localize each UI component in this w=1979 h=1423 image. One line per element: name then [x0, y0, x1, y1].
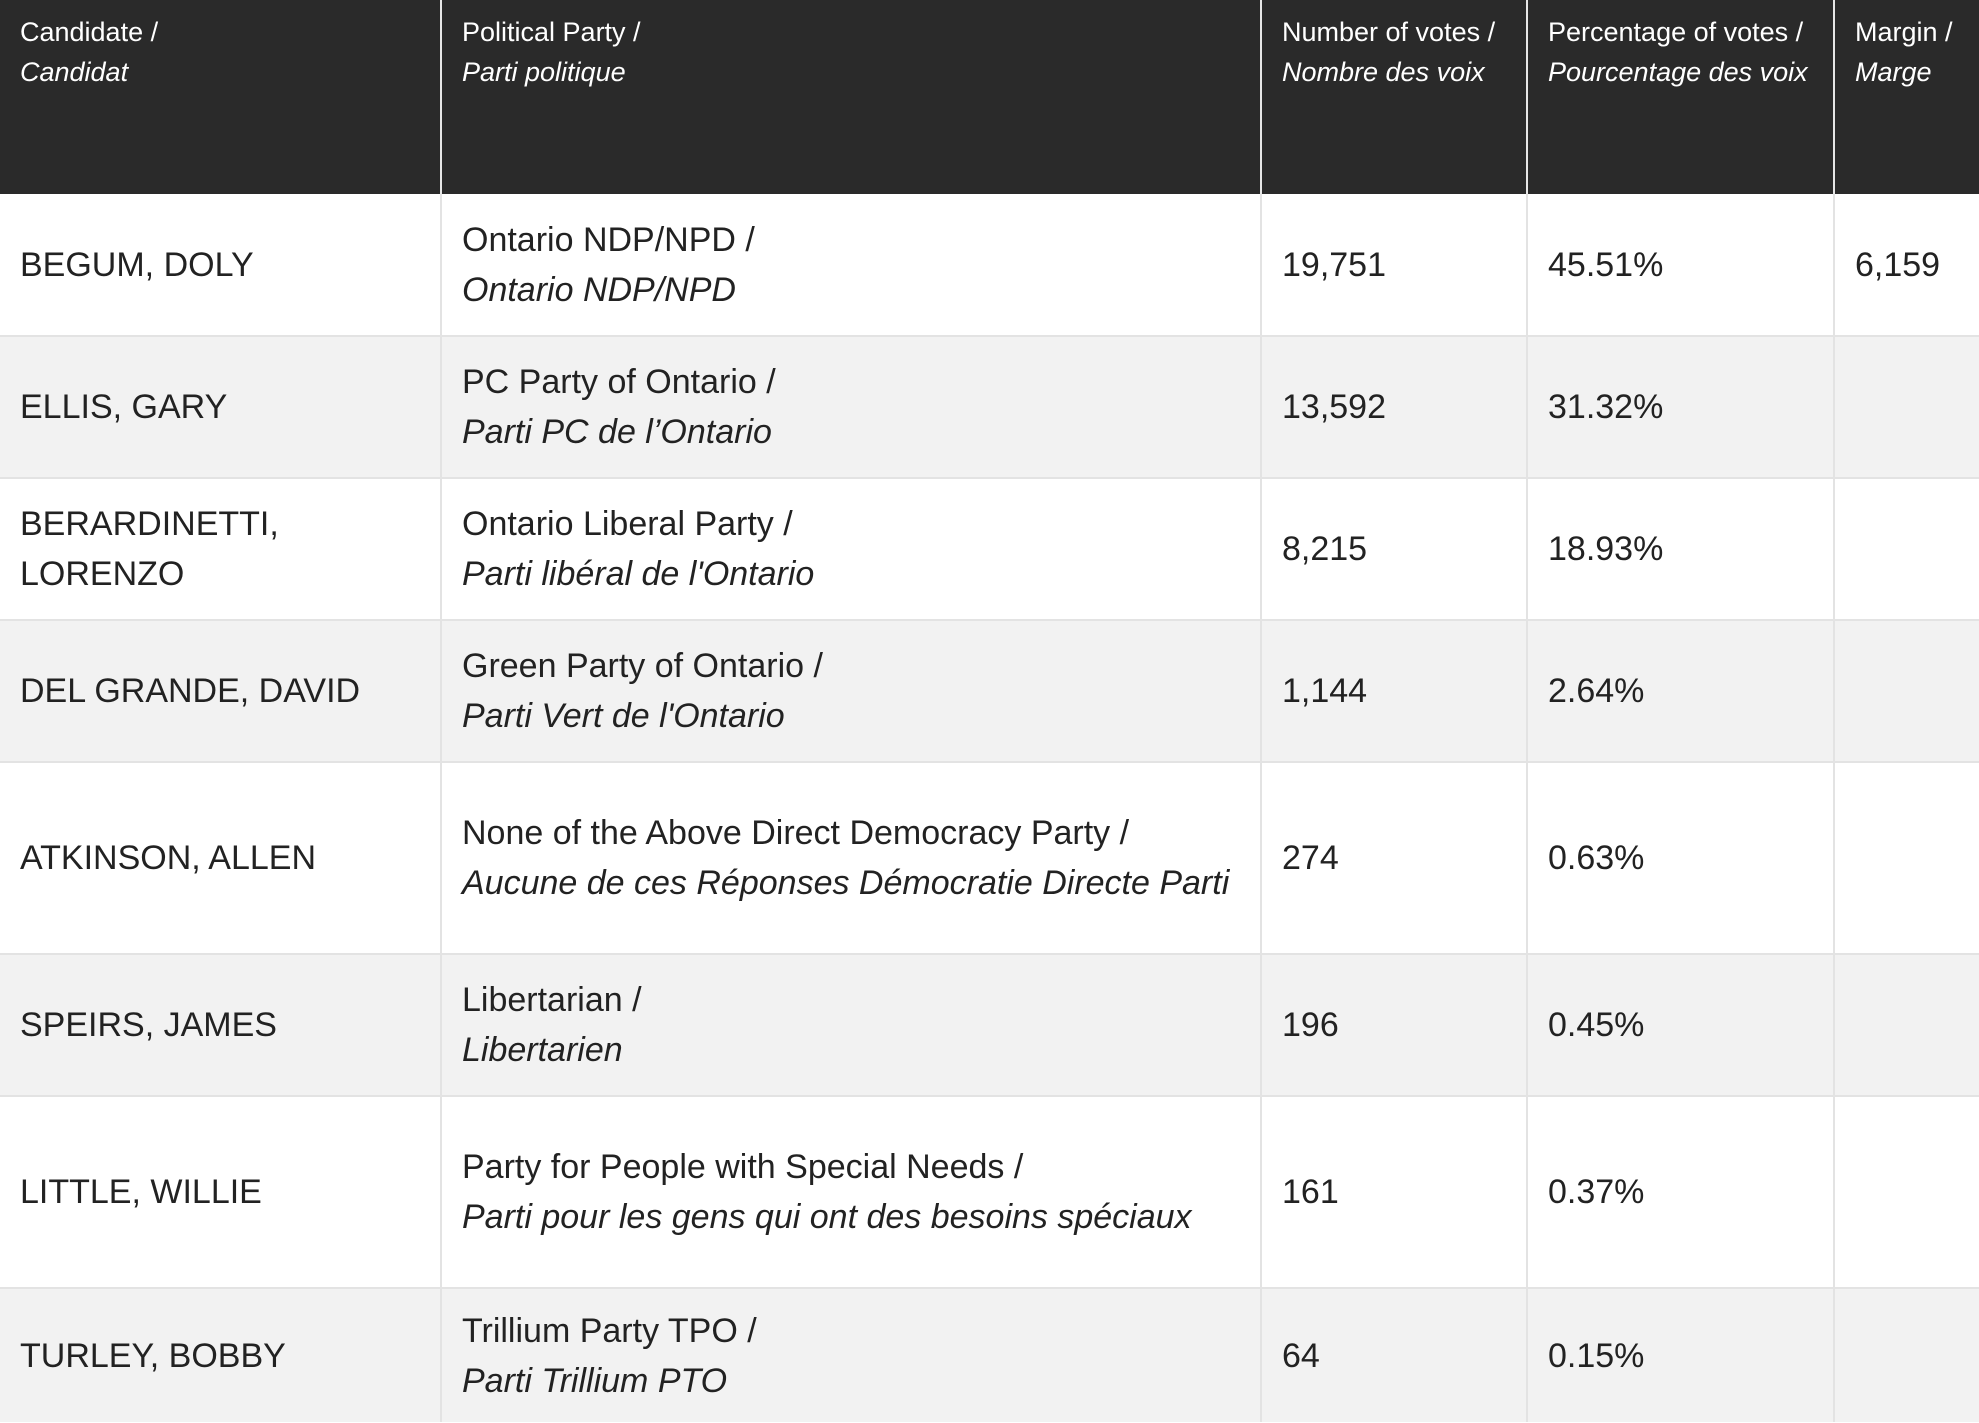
candidate-cell	[0, 336, 441, 478]
party-name-fr: Aucune de ces Réponses Démocratie Directe Parti	[462, 864, 1230, 902]
percentage-cell: 0.45%	[1527, 954, 1834, 1096]
header-margin	[1834, 0, 1979, 194]
votes-cell: 161	[1261, 1096, 1527, 1288]
party-name-fr: Parti PC de l’Ontario	[462, 413, 772, 451]
party-cell	[441, 1096, 1261, 1288]
party-name-fr: Ontario NDP/NPD	[462, 270, 736, 309]
party-cell	[441, 336, 1261, 478]
header-percentage-en: Percentage of votes /	[1548, 17, 1804, 47]
candidate-cell	[0, 762, 441, 954]
margin-cell	[1834, 620, 1979, 762]
party-name-en: Trillium Party TPO /	[462, 1311, 757, 1350]
margin-cell	[1834, 336, 1979, 478]
header-party-en: Political Party /	[462, 17, 641, 47]
header-percentage	[1527, 0, 1834, 194]
candidate-name: DEL GRANDE, DAVID	[20, 672, 361, 710]
percentage-cell: 18.93%	[1527, 478, 1834, 620]
votes-cell: 19,751	[1261, 194, 1527, 336]
percentage-cell: 0.63%	[1527, 762, 1834, 954]
party-name-en: Ontario NDP/NPD /	[462, 220, 755, 259]
table-row	[0, 336, 1979, 478]
header-percentage-fr: Pourcentage des voix	[1548, 57, 1808, 87]
candidate-cell	[0, 194, 441, 336]
candidate-name: TURLEY, BOBBY	[20, 1336, 286, 1375]
margin-cell	[1834, 1096, 1979, 1288]
header-margin-en: Margin /	[1855, 17, 1953, 47]
table-row	[0, 1096, 1979, 1288]
party-name-en: Green Party of Ontario /	[462, 647, 823, 685]
table-row	[0, 954, 1979, 1096]
percentage-cell: 2.64%	[1527, 620, 1834, 762]
header-candidate-en: Candidate /	[20, 17, 159, 47]
candidate-cell	[0, 478, 441, 620]
header-margin-fr: Marge	[1855, 57, 1932, 87]
party-cell	[441, 620, 1261, 762]
party-name-fr: Libertarien	[462, 1031, 623, 1069]
table-row	[0, 478, 1979, 620]
header-party	[441, 0, 1261, 194]
header-party-fr: Parti politique	[462, 57, 626, 87]
party-name-en: Ontario Liberal Party /	[462, 505, 793, 543]
header-candidate-fr: Candidat	[20, 57, 129, 87]
candidate-name: SPEIRS, JAMES	[20, 1006, 277, 1044]
candidate-name: LITTLE, WILLIE	[20, 1173, 262, 1211]
margin-cell	[1834, 954, 1979, 1096]
party-name-fr: Parti Trillium PTO	[462, 1361, 728, 1400]
votes-cell: 13,592	[1261, 336, 1527, 478]
votes-cell: 1,144	[1261, 620, 1527, 762]
percentage-cell: 45.51%	[1527, 194, 1834, 336]
party-name-fr: Parti Vert de l'Ontario	[462, 697, 785, 735]
percentage-cell: 31.32%	[1527, 336, 1834, 478]
header-row	[0, 0, 1979, 194]
party-cell	[441, 478, 1261, 620]
table-row	[0, 620, 1979, 762]
table-header	[0, 0, 1979, 194]
header-votes	[1261, 0, 1527, 194]
votes-cell: 196	[1261, 954, 1527, 1096]
party-name-fr: Parti libéral de l'Ontario	[462, 555, 815, 593]
margin-cell: 6,159	[1834, 194, 1979, 336]
header-candidate	[0, 0, 441, 194]
party-cell	[441, 762, 1261, 954]
party-name-en: Party for People with Special Needs /	[462, 1148, 1024, 1186]
party-name-en: PC Party of Ontario /	[462, 363, 776, 401]
header-votes-fr: Nombre des voix	[1282, 57, 1485, 87]
table-row	[0, 762, 1979, 954]
votes-cell: 274	[1261, 762, 1527, 954]
party-name-fr: Parti pour les gens qui ont des besoins spéciaux	[462, 1198, 1192, 1236]
votes-cell: 8,215	[1261, 478, 1527, 620]
votes-cell: 64	[1261, 1288, 1527, 1422]
header-votes-en: Number of votes /	[1282, 17, 1496, 47]
party-name-en: None of the Above Direct Democracy Party /	[462, 814, 1130, 852]
margin-cell	[1834, 1288, 1979, 1422]
candidate-name: ELLIS, GARY	[20, 388, 228, 426]
candidate-name: BEGUM, DOLY	[20, 245, 254, 284]
candidate-name: BERARDINETTI, LORENZO	[20, 505, 279, 593]
percentage-cell: 0.15%	[1527, 1288, 1834, 1422]
candidate-cell	[0, 1288, 441, 1422]
candidate-name: ATKINSON, ALLEN	[20, 839, 317, 877]
party-cell	[441, 194, 1261, 336]
table-row	[0, 1288, 1979, 1422]
party-cell	[441, 1288, 1261, 1422]
party-name-en: Libertarian /	[462, 981, 642, 1019]
party-cell	[441, 954, 1261, 1096]
margin-cell	[1834, 478, 1979, 620]
candidate-cell	[0, 954, 441, 1096]
percentage-cell: 0.37%	[1527, 1096, 1834, 1288]
table-body	[0, 194, 1979, 1422]
candidate-cell	[0, 620, 441, 762]
table-row	[0, 194, 1979, 336]
margin-cell	[1834, 762, 1979, 954]
candidate-cell	[0, 1096, 441, 1288]
